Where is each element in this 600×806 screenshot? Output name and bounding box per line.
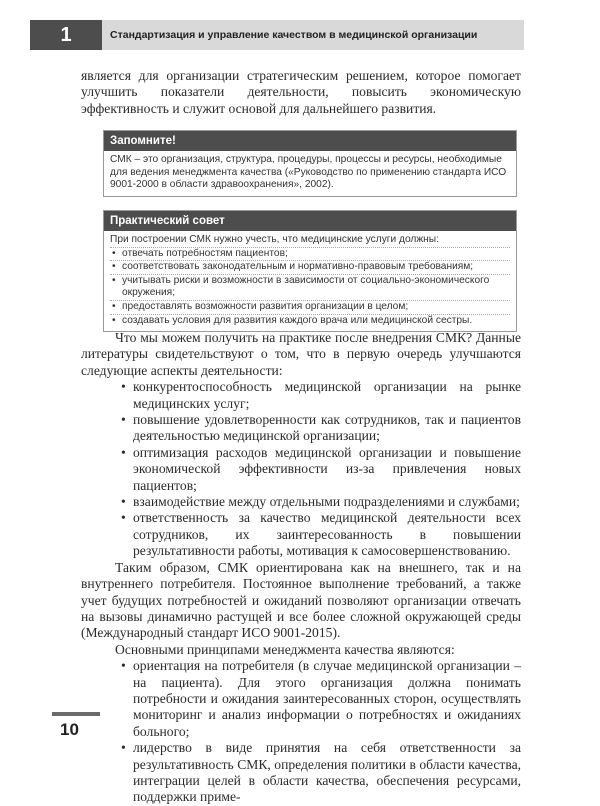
advice-box-body xyxy=(104,231,516,331)
list-item: • соответствовать законодательным и нормативно-правовым требованиям; xyxy=(110,260,510,274)
list-item: • ориентация на потребителя (в случае медицинской организации – на пациента). Для этого организация должна понимать потребности и ожидания заинтересованных сторон, осуществлять мониторинг и анализ информации о потребностях и ожиданиях больного; xyxy=(81,658,521,740)
running-header xyxy=(102,20,524,50)
intro-paragraph: является для организации стратегическим решением, которое помогает улучшить показатели деятельности, повысить экономическую эффективность и служит основой для дальнейшего развития. xyxy=(81,68,521,116)
list-item: • создавать условия для развития каждого врача или медицинской сестры. xyxy=(110,314,510,328)
advice-list xyxy=(110,247,510,328)
advice-box-intro: При построении СМК нужно учесть, что медицинские услуги должны: xyxy=(110,234,439,245)
list-item: • ответственность за качество медицинской деятельности всех сотрудников, их заинтересованность в повышении результативности работы, мотивация к самосовершенствованию. xyxy=(81,510,521,559)
paragraph-smk-results: Что мы можем получить на практике после внедрения СМК? Данные литературы свидетельствуют о том, что в первую очередь улучшаются следующие аспекты деятельности: xyxy=(81,330,521,378)
main-text xyxy=(81,330,521,806)
list-item: • взаимодействие между отдельными подразделениями и службами; xyxy=(81,494,521,510)
advice-box-heading: Практический совет xyxy=(104,211,516,231)
page-number: 10 xyxy=(60,720,79,739)
list-item: • отвечать потребностям пациентов; xyxy=(110,247,510,261)
list-item: • повышение удовлетворенности как сотрудников, так и пациентов деятельностью медицинской организации; xyxy=(81,412,521,445)
remember-box-body xyxy=(104,151,516,196)
paragraph-principles-intro: Основными принципами менеджмента качества являются: xyxy=(115,641,455,657)
remember-box-text: СМК – это организация, структура, процедуры, процессы и ресурсы, необходимые для ведения менеджмента качества («Руководство по применению стандарта ИСО 9001-2000 в области здравоохранения», 2002). xyxy=(110,154,507,191)
list-item: • учитывать риски и возможности в зависимости от социально-экономического окружения; xyxy=(110,274,510,300)
list-item: • конкурентоспособность медицинской организации на рынке медицинских услуг; xyxy=(81,379,521,412)
paragraph-consumer-orientation: Таким образом, СМК ориентирована как на внешнего, так и на внутреннего потребителя. Постоянное выполнение требований, а также учет будущих потребностей и ожиданий позволяют организации отвечать на вызовы динамично растущей и все более сложной окружающей среды (Международный стандарт ИСО 9001-2015). xyxy=(81,559,521,641)
chapter-number: 1 xyxy=(30,20,102,50)
list-item: • предоставлять возможности развития организации в целом; xyxy=(110,300,510,314)
chapter-title: Стандартизация и управление качеством в медицинской организации xyxy=(110,29,478,41)
aspects-list xyxy=(81,379,521,559)
footer-rule xyxy=(52,712,100,716)
advice-box xyxy=(103,210,517,332)
list-item: • оптимизация расходов медицинской организации и повышение экономической эффективности из-за привлечения новых пациентов; xyxy=(81,445,521,494)
remember-box-heading: Запомните! xyxy=(104,131,516,151)
list-item: • лидерство в виде принятия на себя ответственности за результативность СМК, определения политики в области качества, интеграции целей в области качества, обеспечения ресурсами, поддержки приме- xyxy=(81,740,521,806)
principles-list xyxy=(81,658,521,806)
remember-box xyxy=(103,130,517,197)
